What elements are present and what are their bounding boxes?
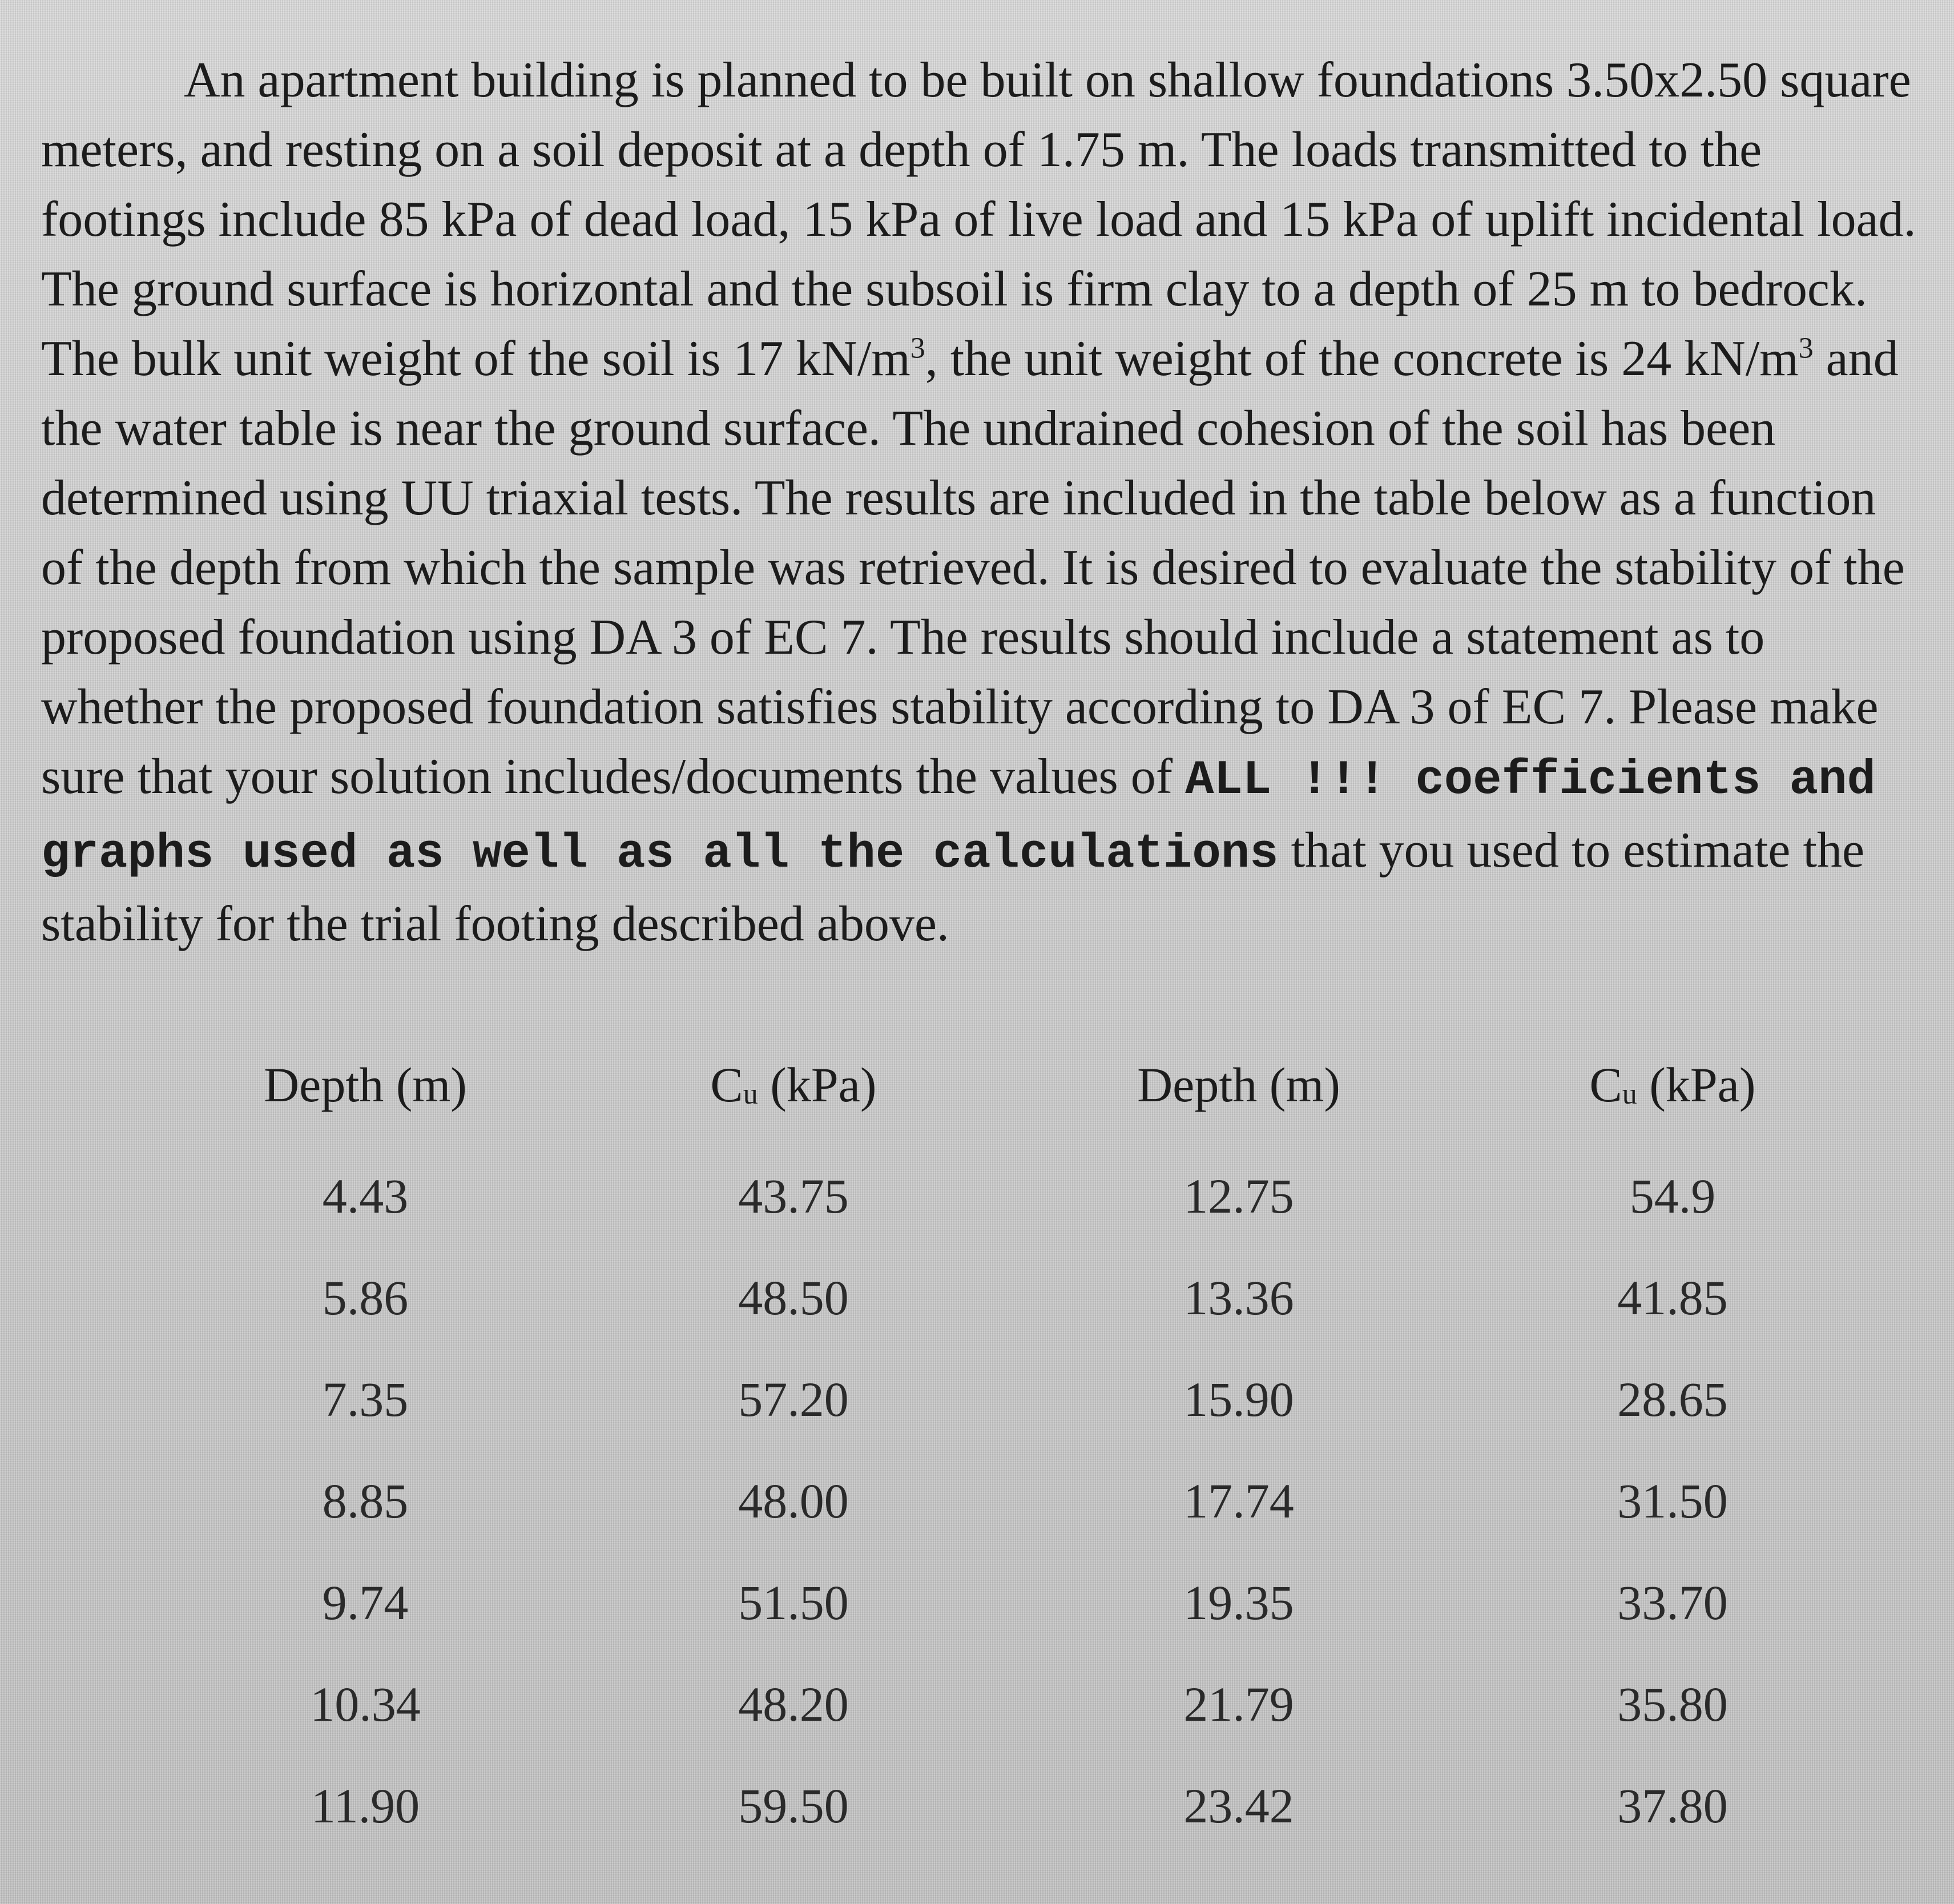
table-row (0, 1574, 1954, 1676)
cell-depth: 13.36 (1183, 1270, 1294, 1325)
header-cu-2-subscript: u (1622, 1078, 1637, 1110)
table-row (0, 1777, 1954, 1879)
header-depth-1-label: Depth (m) (264, 1057, 467, 1112)
header-cu-2 (1513, 1056, 1832, 1113)
cell-depth: 10.34 (310, 1677, 421, 1732)
cell-cu: 48.00 (738, 1474, 849, 1528)
table-row (0, 1269, 1954, 1371)
problem-bold-emphasis: ALL !!! coefficients and graphs used as well as all the calculations (41, 754, 1876, 881)
superscript-cubed-1: 3 (910, 332, 925, 365)
problem-text-part1: An apartment building is planned to be built on shallow foundations 3.50x2.50 square meters, and resting on a soil deposit at a depth of 1.75 m. The loads transmitted to the footings include 85 kPa of dead load, 15 kPa of live load and 15 kPa of uplift incidental load. The ground surface is horizontal and the subsoil is firm clay to a depth of 25 m to bedrock. The bulk unit weight of the soil is 17 kN/m (41, 53, 1916, 387)
cell-depth: 5.86 (322, 1270, 409, 1325)
table-row (0, 1676, 1954, 1777)
cell-cu: 51.50 (738, 1575, 849, 1630)
header-cu-1 (634, 1056, 953, 1113)
cell-depth: 8.85 (322, 1474, 409, 1528)
cell-depth: 11.90 (311, 1778, 420, 1833)
cell-depth: 23.42 (1183, 1778, 1294, 1833)
superscript-cubed-2: 3 (1798, 332, 1814, 365)
header-depth-2 (1079, 1056, 1399, 1113)
table-row (0, 1472, 1954, 1574)
header-depth-1 (206, 1056, 525, 1113)
table-body (0, 1168, 1954, 1879)
cell-cu: 41.85 (1617, 1270, 1728, 1325)
header-cu-1-main: C (710, 1057, 743, 1112)
table-row (0, 1168, 1954, 1269)
cell-cu: 48.20 (738, 1677, 849, 1732)
table-header (0, 1056, 1954, 1130)
cell-cu: 28.65 (1617, 1372, 1728, 1427)
cell-depth: 19.35 (1183, 1575, 1294, 1630)
cell-cu: 57.20 (738, 1372, 849, 1427)
cell-cu: 54.9 (1629, 1169, 1716, 1223)
cell-depth: 21.79 (1183, 1677, 1294, 1732)
cell-cu: 59.50 (738, 1778, 849, 1833)
cell-cu: 43.75 (738, 1169, 849, 1223)
problem-statement (41, 46, 1919, 959)
cell-depth: 7.35 (322, 1372, 409, 1427)
cell-depth: 9.74 (322, 1575, 409, 1630)
cell-depth: 4.43 (322, 1169, 409, 1223)
cell-cu: 37.80 (1617, 1778, 1728, 1833)
problem-text-part3: and the water table is near the ground surface. The undrained cohesion of the soil has been determined using UU triaxial tests. The results are included in the table below as a function of the depth from which the sample was retrieved. It is desired to evaluate the stability of the proposed foundation using DA 3 of EC 7. The results should include a statement as to whether the proposed foundation satisfies stability according to DA 3 of EC 7. Please make sure that your solution includes/documents the values of (41, 331, 1905, 804)
header-cu-2-main: C (1589, 1057, 1622, 1112)
cell-cu: 31.50 (1617, 1474, 1728, 1528)
header-depth-2-label: Depth (m) (1137, 1057, 1340, 1112)
header-cu-1-subscript: u (743, 1078, 758, 1110)
cell-cu: 33.70 (1617, 1575, 1728, 1630)
table-row (0, 1371, 1954, 1472)
cell-depth: 12.75 (1183, 1169, 1294, 1223)
cell-depth: 15.90 (1183, 1372, 1294, 1427)
problem-text-part4: that you used to estimate the stability for the trial footing described above. (41, 823, 1864, 952)
cell-cu: 48.50 (738, 1270, 849, 1325)
header-cu-1-unit: (kPa) (758, 1057, 877, 1112)
cell-cu: 35.80 (1617, 1677, 1728, 1732)
header-cu-2-unit: (kPa) (1637, 1057, 1756, 1112)
cell-depth: 17.74 (1183, 1474, 1294, 1528)
problem-text-part2: , the unit weight of the concrete is 24 kN/m (925, 331, 1799, 387)
